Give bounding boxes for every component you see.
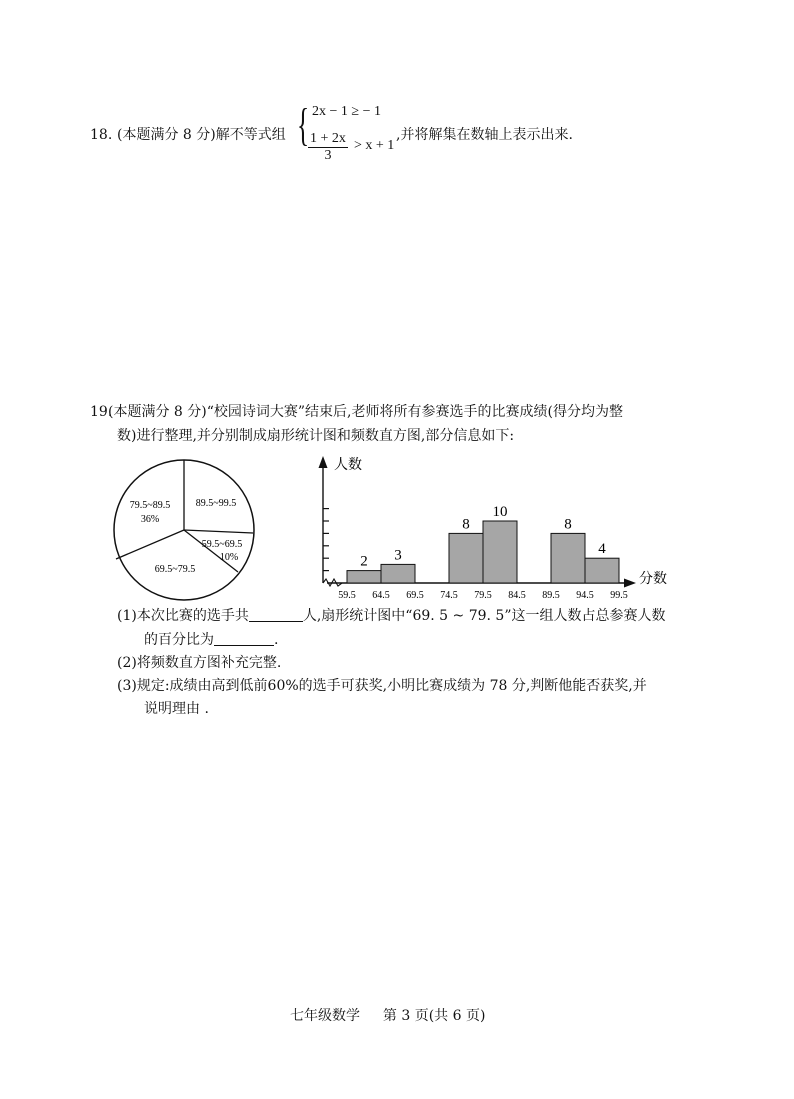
x-axis-arrow bbox=[624, 579, 636, 588]
q19-sub1-c: 的百分比为 bbox=[144, 632, 214, 648]
q18-inequality-2-rest: > x + 1 bbox=[354, 138, 395, 153]
x-tick-label: 69.5 bbox=[406, 590, 424, 601]
q19-sub1-b: 人,扇形统计图中“69. 5 ~ 79. 5”这一组人数占总参赛人数 bbox=[302, 608, 666, 624]
histogram-bar bbox=[585, 558, 619, 583]
x-tick-label: 74.5 bbox=[440, 590, 458, 601]
answer-blank-total[interactable] bbox=[249, 607, 303, 622]
bar-value-label: 10 bbox=[492, 504, 508, 520]
x-tick-label: 79.5 bbox=[474, 590, 492, 601]
pie-percent-59-69: 10% bbox=[219, 552, 239, 563]
x-tick-label: 64.5 bbox=[372, 590, 390, 601]
y-axis-label: 人数 bbox=[334, 458, 362, 473]
bar-value-label: 8 bbox=[462, 516, 470, 533]
q18-inequality-1: 2x − 1 ≥ − 1 bbox=[312, 104, 381, 119]
q19-sub3-a: (3)规定:成绩由高到低前60%的选手可获奖,小明比赛成绩为 78 分,判断他能否获奖,并 bbox=[117, 678, 647, 694]
bar-value-label: 8 bbox=[564, 516, 572, 533]
q19-sub1-line-2 bbox=[144, 630, 278, 650]
q19-line-2: 数)进行整理,并分别制成扇形统计图和频数直方图,部分信息如下: bbox=[117, 428, 515, 444]
x-tick-label: 59.5 bbox=[338, 590, 356, 601]
q19-sub3-b: 说明理由 . bbox=[144, 701, 209, 717]
q18-suffix: ,并将解集在数轴上表示出来. bbox=[396, 127, 573, 143]
pie-label-59-69: 59.5~69.5 bbox=[201, 539, 243, 550]
footer-subject: 七年级数学 bbox=[290, 1008, 360, 1024]
pie-label-79-89: 79.5~89.5 bbox=[129, 500, 171, 511]
pie-radius-right bbox=[184, 530, 253, 533]
q18-fraction-denominator: 3 bbox=[324, 148, 332, 163]
y-axis-arrow bbox=[319, 456, 328, 468]
answer-blank-percent[interactable] bbox=[214, 631, 274, 646]
q19-sub1-a: (1)本次比赛的选手共 bbox=[117, 608, 249, 624]
q19-number: 19. bbox=[90, 404, 113, 420]
q18-prefix: (本题满分 8 分)解不等式组 bbox=[117, 127, 286, 143]
x-axis-label: 分数 bbox=[639, 572, 667, 587]
pie-label-69-79: 69.5~79.5 bbox=[154, 564, 196, 575]
histogram-bar bbox=[347, 571, 381, 583]
q18-fraction-numerator: 1 + 2x bbox=[310, 131, 346, 146]
system-brace: { bbox=[297, 99, 310, 150]
x-tick-label: 99.5 bbox=[610, 590, 628, 601]
q19-line-1: (本题满分 8 分)“校园诗词大赛”结束后,老师将所有参赛选手的比赛成绩(得分均为整 bbox=[108, 404, 623, 420]
histogram-bar bbox=[381, 564, 415, 583]
q19-sub1-d: . bbox=[274, 632, 279, 648]
histogram bbox=[300, 450, 680, 605]
histogram-bar bbox=[449, 533, 483, 583]
bar-value-label: 3 bbox=[394, 547, 402, 564]
x-tick-label: 84.5 bbox=[508, 590, 526, 601]
q19-sub1-line bbox=[117, 606, 665, 626]
pie-percent-79-89: 36% bbox=[140, 514, 160, 525]
q18-number: 18. bbox=[90, 127, 113, 143]
bar-value-label: 4 bbox=[598, 541, 606, 558]
pie-chart bbox=[105, 455, 265, 605]
q18-fraction bbox=[308, 131, 348, 164]
page-footer bbox=[290, 1005, 485, 1025]
x-tick-label: 89.5 bbox=[542, 590, 560, 601]
histogram-bar bbox=[551, 533, 585, 583]
x-tick-label: 94.5 bbox=[576, 590, 594, 601]
pie-radius-left bbox=[116, 530, 184, 559]
pie-label-89-99: 89.5~99.5 bbox=[195, 498, 237, 509]
footer-page: 第 3 页(共 6 页) bbox=[382, 1008, 486, 1024]
q19-sub2: (2)将频数直方图补充完整. bbox=[117, 655, 282, 671]
histogram-bar bbox=[483, 521, 517, 583]
bar-value-label: 2 bbox=[360, 553, 368, 570]
